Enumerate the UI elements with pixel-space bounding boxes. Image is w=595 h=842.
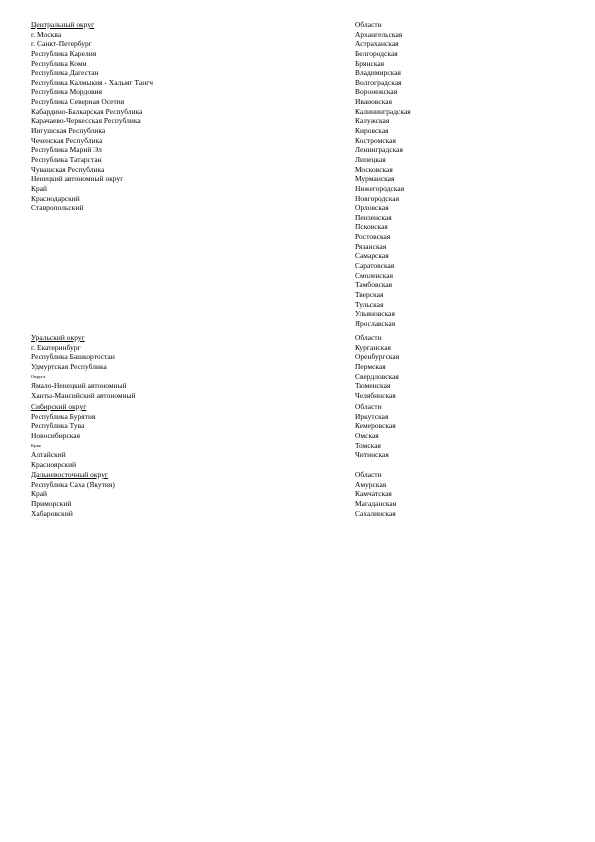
list-item: Калужская	[355, 116, 390, 126]
list-item: Московская	[355, 164, 393, 174]
list-item: Камчатская	[355, 489, 392, 499]
list-item: г. Екатеринбург	[31, 342, 81, 352]
district-column	[31, 402, 331, 469]
list-item: Смоленская	[355, 270, 394, 280]
list-item: Тульская	[355, 299, 384, 309]
list-item: Республика Коми	[31, 58, 87, 68]
list-item: Ханты-Мансийский автономный	[31, 390, 136, 400]
list-item: Чеченская Республика	[31, 135, 103, 145]
list-item: г. Санкт-Петербург	[31, 39, 92, 49]
list-item: Республика Башкортостан	[31, 352, 115, 362]
regions-column	[355, 470, 555, 518]
list-item: Ставропольский	[31, 203, 84, 213]
list-item: Саратовская	[355, 261, 395, 271]
district-title: Дальневосточный округ	[31, 470, 109, 479]
list-item: Нижегородская	[355, 183, 405, 193]
list-item: Ульяновская	[355, 309, 395, 319]
list-item: Новосибирская	[31, 430, 81, 440]
list-item: Ингушская Республика	[31, 126, 106, 136]
list-item: Брянская	[355, 58, 385, 68]
list-item: Воронежская	[355, 87, 398, 97]
list-item: Пензенская	[355, 212, 392, 222]
list-item: Тверская	[355, 289, 384, 299]
list-item: Иркутская	[355, 411, 389, 421]
list-item: Пермская	[355, 361, 386, 371]
list-item: Кировская	[355, 126, 389, 136]
list-item: Красноярский	[31, 459, 77, 469]
list-item: Магаданская	[355, 498, 397, 508]
list-item: Томская	[355, 440, 381, 450]
district-title: Сибирский округ	[31, 402, 87, 411]
list-item: Республика Бурятия	[31, 411, 96, 421]
list-item: Рязанская	[355, 241, 387, 251]
regions-header: Области	[355, 20, 382, 29]
list-item: Омская	[355, 430, 379, 440]
district-column	[31, 20, 331, 213]
list-item: Республика Марий Эл	[31, 145, 102, 155]
list-item: Ямало-Ненецкий автономный	[31, 381, 127, 391]
list-item: Край	[31, 183, 48, 193]
list-item: Республика Карелия	[31, 48, 97, 58]
list-item: Республика Северная Осетия	[31, 97, 125, 107]
list-item: Карачаево-Черкесская Республика	[31, 116, 141, 126]
list-item: Калининградская	[355, 106, 411, 116]
regions-column	[355, 402, 555, 460]
regions-header: Области	[355, 470, 382, 479]
regions-column	[355, 333, 555, 400]
list-item: Удмуртская Республика	[31, 361, 107, 371]
list-item: Тюменская	[355, 381, 391, 391]
list-item: Республика Дагестан	[31, 68, 99, 78]
list-item: Краснодарский	[31, 193, 80, 203]
list-item: Край	[31, 489, 48, 499]
list-item: Орловская	[355, 203, 389, 213]
list-item: Алтайский	[31, 450, 66, 460]
list-item: Новгородская	[355, 193, 400, 203]
list-item: Края	[31, 442, 41, 448]
list-item: Липецкая	[355, 154, 386, 164]
list-item: Республика Калмыкия - Хальмг Тангч	[31, 77, 154, 87]
regions-header: Области	[355, 402, 382, 411]
list-item: Ивановская	[355, 97, 393, 107]
list-item: Амурская	[355, 479, 387, 489]
list-item: Ненецкий автономный округ	[31, 174, 124, 184]
list-item: Архангельская	[355, 29, 403, 39]
list-item: Хабаровский	[31, 508, 73, 518]
list-item: Сахалинская	[355, 508, 396, 518]
district-column	[31, 333, 331, 400]
list-item: Республика Саха (Якутия)	[31, 479, 115, 489]
list-item: Республика Татарстан	[31, 154, 102, 164]
list-item: Тамбовская	[355, 280, 393, 290]
list-item: Челябинская	[355, 390, 396, 400]
list-item: Читинская	[355, 450, 389, 460]
regions-column	[355, 20, 555, 329]
list-item: г. Москва	[31, 29, 62, 39]
list-item: Волгоградская	[355, 77, 402, 87]
list-item: Самарская	[355, 251, 389, 261]
list-item: Свердловская	[355, 371, 399, 381]
list-item: Белгородская	[355, 48, 398, 58]
list-item: Ленинградская	[355, 145, 403, 155]
list-item: Ярославская	[355, 318, 396, 328]
list-item: Костромская	[355, 135, 396, 145]
list-item: Кемеровская	[355, 421, 396, 431]
list-item: Курганская	[355, 342, 391, 352]
list-item: Оренбургская	[355, 352, 400, 362]
list-item: Приморский	[31, 498, 72, 508]
list-item: Республика Мордовия	[31, 87, 103, 97]
list-item: Мурманская	[355, 174, 395, 184]
list-item: Чувашская Республика	[31, 164, 105, 174]
district-title: Центральный округ	[31, 20, 95, 29]
list-item: Псковская	[355, 222, 388, 232]
list-item: Округа	[31, 373, 46, 379]
list-item: Астраханская	[355, 39, 399, 49]
list-item: Кабардино-Балкарская Республика	[31, 106, 143, 116]
list-item: Ростовская	[355, 232, 391, 242]
district-column	[31, 470, 331, 518]
list-item: Республика Тува	[31, 421, 85, 431]
list-item: Владимирская	[355, 68, 401, 78]
regions-header: Области	[355, 333, 382, 342]
district-title: Уральский округ	[31, 333, 85, 342]
